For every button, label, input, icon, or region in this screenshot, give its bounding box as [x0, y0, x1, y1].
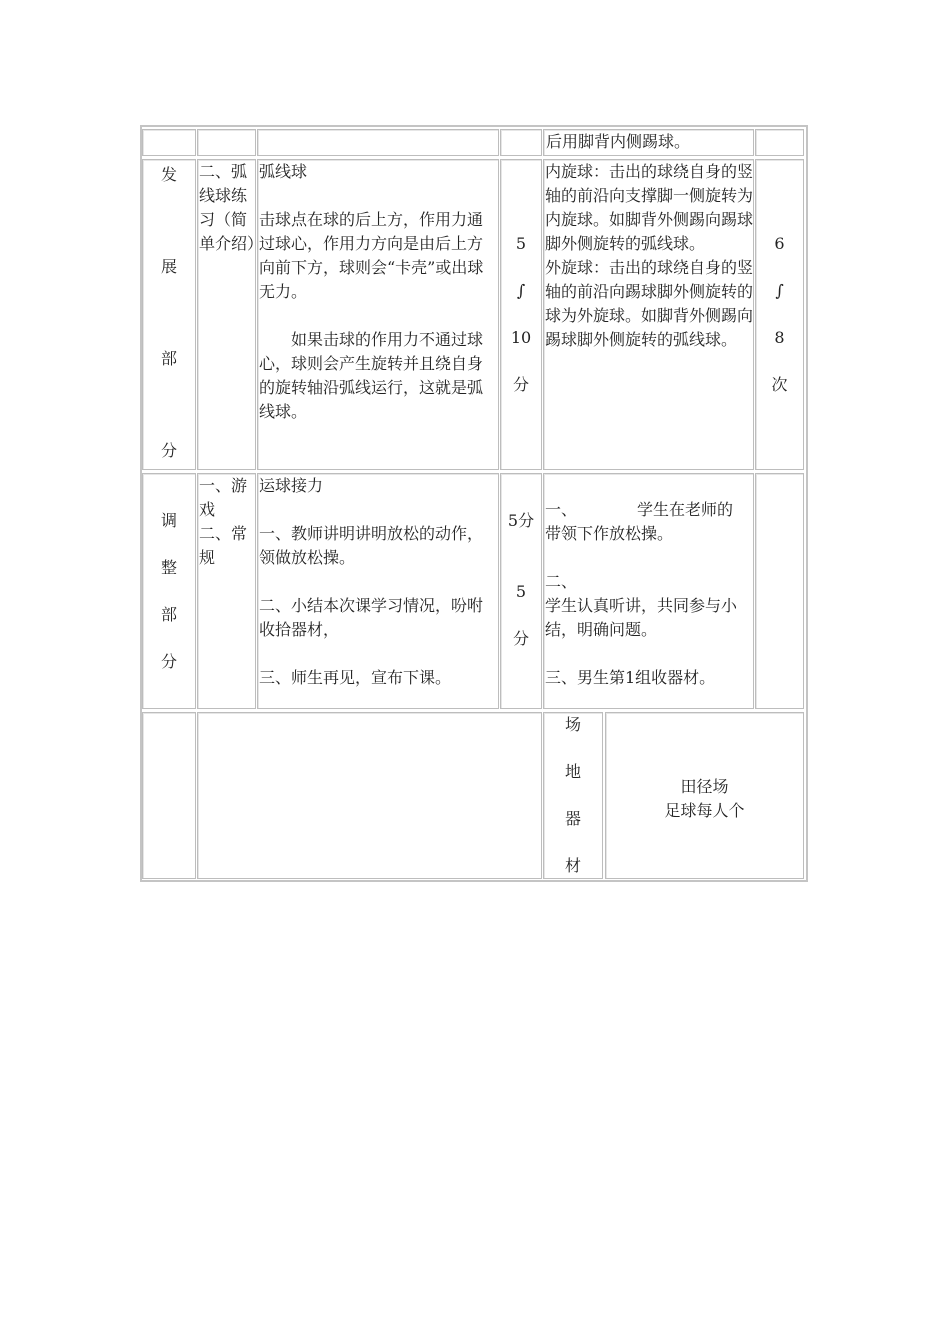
- method-number: 二、: [545, 572, 578, 591]
- count-char: 8: [774, 328, 785, 347]
- section-char: 分: [160, 441, 177, 460]
- time-char: 分: [512, 629, 529, 648]
- count-char: ∫: [775, 281, 784, 300]
- develop-time-cell: [500, 159, 542, 470]
- venue-label-char: 场: [564, 715, 581, 734]
- adjust-item: 一、游戏: [199, 476, 248, 519]
- row1-section-cell: [142, 129, 196, 156]
- develop-method-cell: [543, 159, 754, 470]
- develop-item-text: 二、弧线球练习（简单介绍）: [199, 162, 264, 253]
- develop-item-cell: [197, 159, 264, 470]
- method-text-tail: 后用脚背内侧踢球。: [546, 132, 691, 151]
- content-paragraph: 一、教师讲明讲明放松的动作，领做放松操。: [259, 524, 484, 567]
- blank-line: [545, 546, 753, 570]
- content-paragraph: 二、小结本次课学习情况，吩咐收拾器材，: [259, 596, 484, 639]
- blank-line: [545, 474, 753, 498]
- section-char: 部: [160, 605, 177, 624]
- adjust-count-cell: [755, 473, 804, 709]
- venue-blank-cell-2: [197, 712, 542, 879]
- section-char: 分: [160, 652, 177, 671]
- method-paragraph: 外旋球：击出的球绕自身的竖轴的前沿向踢球脚外侧旋转的球为外旋球。如脚背外侧踢向踢球脚外侧旋转的弧线球。: [545, 258, 754, 349]
- develop-content-cell: [257, 159, 499, 470]
- content-title: 运球接力: [259, 476, 324, 495]
- blank-line: [259, 570, 498, 594]
- count-char: 6: [774, 234, 785, 253]
- row1-content-cell: [257, 129, 499, 156]
- method-number: 一、: [545, 500, 578, 519]
- section-char: 部: [160, 349, 177, 368]
- develop-count-cell: [755, 159, 804, 470]
- adjust-method-cell: [543, 473, 754, 709]
- time-char: 分: [512, 375, 529, 394]
- venue-label-char: 材: [564, 856, 581, 875]
- venue-name: 田径场: [680, 777, 729, 796]
- time-char: ∫: [516, 281, 526, 300]
- row1-method-cell: [543, 129, 754, 156]
- adjust-item: 二、常规: [199, 524, 248, 567]
- lesson-plan-table: [140, 125, 808, 882]
- venue-label-char: 器: [564, 809, 581, 828]
- equipment-text: 足球每人个: [664, 801, 745, 820]
- develop-section-cell: [142, 159, 196, 470]
- adjust-time-cell: [500, 473, 542, 709]
- section-char: 展: [160, 257, 177, 276]
- adjust-section-cell: [142, 473, 196, 709]
- section-char: 调: [160, 511, 177, 530]
- time-char: 5: [515, 234, 527, 253]
- time-label: 5分: [507, 511, 535, 530]
- venue-label-char: 地: [564, 762, 581, 781]
- row1-count-cell: [755, 129, 804, 156]
- blank-line: [259, 304, 498, 328]
- blank-line: [545, 642, 753, 666]
- method-paragraph: 内旋球：击出的球绕自身的竖轴的前沿向支撑脚一侧旋转为内旋球。如脚背外侧踢向踢球脚外侧旋转的弧线球。: [545, 162, 754, 253]
- adjust-item-cell: [197, 473, 256, 709]
- blank-line: [259, 498, 498, 522]
- section-char: 整: [160, 558, 177, 577]
- content-paragraph: 三、师生再见，宣布下课。: [259, 668, 452, 687]
- method-text: 学生认真听讲，共同参与小结，明确问题。: [545, 596, 738, 639]
- row1-time-cell: [500, 129, 542, 156]
- method-line: [545, 498, 753, 522]
- blank-line: [259, 642, 498, 666]
- method-text: 带领下作放松操。: [545, 524, 674, 543]
- section-char: 发: [160, 165, 177, 184]
- count-char: 次: [771, 375, 788, 394]
- blank-line: [259, 184, 498, 208]
- content-paragraph: 击球点在球的后上方，作用力通过球心，作用力方向是由后上方向前下方，球则会“卡壳”或出球无力。: [259, 210, 484, 301]
- content-title: 弧线球: [259, 162, 308, 181]
- method-text: 学生在老师的: [637, 500, 734, 519]
- time-char: 10: [510, 328, 532, 347]
- content-paragraph: 如果击球的作用力不通过球心，球则会产生旋转并且绕自身的旋转轴沿弧线运行，这就是弧线球。: [259, 330, 484, 421]
- venue-label-cell: [543, 712, 603, 879]
- row1-item-cell: [197, 129, 256, 156]
- time-char: 5: [515, 582, 527, 601]
- method-text: 三、男生第1组收器材。: [545, 668, 716, 687]
- adjust-content-cell: [257, 473, 499, 709]
- venue-value-cell: [605, 712, 804, 879]
- venue-blank-cell-1: [142, 712, 196, 879]
